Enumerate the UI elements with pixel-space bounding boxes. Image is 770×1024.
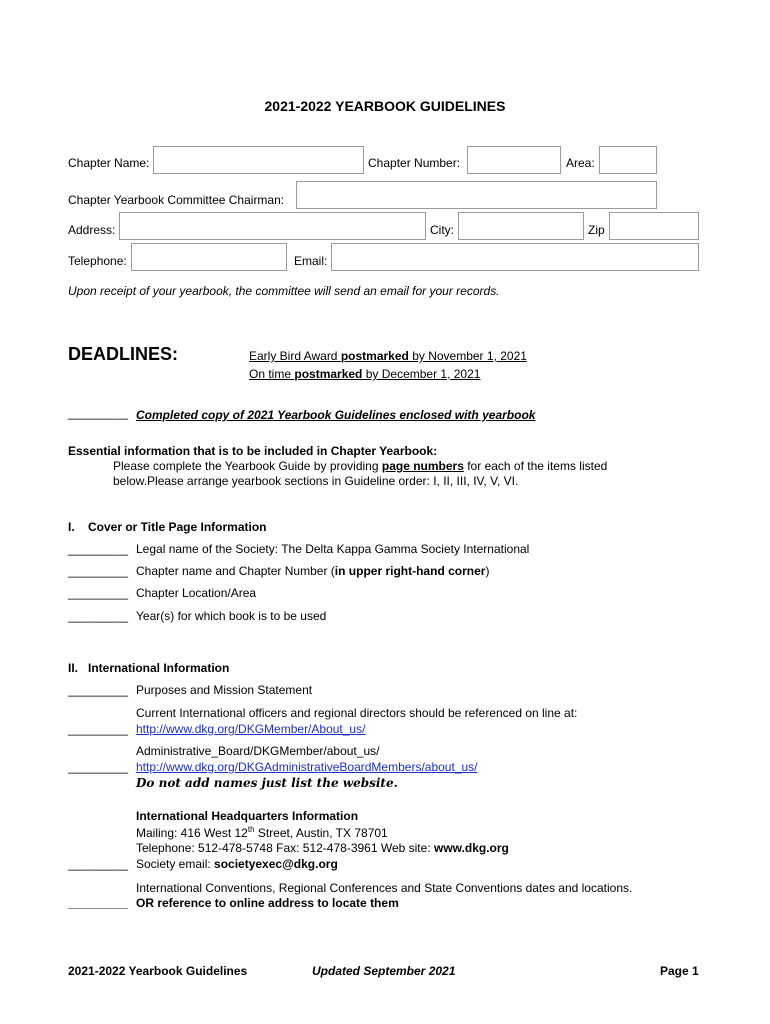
conv-line2: OR reference to online address to locate them bbox=[136, 896, 399, 910]
hq-email-pre: Society email: bbox=[136, 857, 215, 871]
footer-center: Updated September 2021 bbox=[312, 964, 456, 978]
footer-page-number: Page 1 bbox=[660, 964, 699, 978]
section1-heading: I. Cover or Title Page Information bbox=[68, 520, 267, 534]
zip-field[interactable] bbox=[609, 212, 699, 240]
essential-line1-pre: Please complete the Yearbook Guide by providing bbox=[113, 459, 382, 473]
section1-item3-blank[interactable]: _________ bbox=[68, 586, 129, 600]
section1-item2-blank[interactable]: _________ bbox=[68, 564, 129, 578]
early-bird-deadline bbox=[249, 349, 527, 363]
section2-item3-blank[interactable]: _________ bbox=[68, 760, 129, 774]
section2-item1-blank[interactable]: _________ bbox=[68, 683, 129, 697]
city-field[interactable] bbox=[458, 212, 584, 240]
essential-heading: Essential information that is to be included in Chapter Yearbook: bbox=[68, 444, 438, 458]
hq-phone-pre: Telephone: 512-478-5748 Fax: 512-478-3961 Web site: bbox=[136, 841, 434, 855]
chairman-label: Chapter Yearbook Committee Chairman: bbox=[68, 193, 285, 207]
essential-line2: below.Please arrange yearbook sections in Guideline order: I, II, III, IV, V, VI. bbox=[113, 474, 519, 488]
chapter-number-field[interactable] bbox=[467, 146, 561, 174]
section1-item4-blank[interactable]: _________ bbox=[68, 609, 129, 623]
section1-item3: Chapter Location/Area bbox=[136, 586, 257, 600]
receipt-note: Upon receipt of your yearbook, the committee will send an email for your records. bbox=[68, 284, 500, 298]
early-bird-pre: Early Bird Award bbox=[249, 349, 341, 363]
page-title: 2021-2022 YEARBOOK GUIDELINES bbox=[264, 98, 506, 114]
zip-label: Zip bbox=[588, 223, 605, 237]
hq-mailing-pre: Mailing: 416 West 12 bbox=[136, 826, 248, 840]
section2-item3-line1: Administrative_Board/DKGMember/about_us/ bbox=[136, 744, 380, 758]
address-label: Address: bbox=[68, 223, 116, 237]
city-label: City: bbox=[430, 223, 454, 237]
telephone-field[interactable] bbox=[131, 243, 287, 271]
section2-item3-note: Do not add names just list the website. bbox=[136, 776, 398, 790]
conv-blank[interactable]: _________ bbox=[68, 896, 129, 910]
essential-line1-bold: page numbers bbox=[381, 459, 464, 473]
section2-item2-blank[interactable]: _________ bbox=[68, 722, 129, 736]
essential-line1 bbox=[113, 459, 607, 473]
conv-line1: International Conventions, Regional Conferences and State Conventions dates and locations. bbox=[136, 881, 633, 895]
area-label: Area: bbox=[566, 156, 595, 170]
telephone-label: Telephone: bbox=[68, 254, 127, 268]
section2-item3-link[interactable]: http://www.dkg.org/DKGAdministrativeBoardMembers/about_us/ bbox=[136, 760, 478, 774]
chairman-field[interactable] bbox=[296, 181, 657, 209]
section1-item2-pre: Chapter name and Chapter Number ( bbox=[136, 564, 335, 578]
hq-mailing bbox=[136, 825, 388, 840]
hq-mailing-post: Street, Austin, TX 78701 bbox=[254, 826, 388, 840]
section1-item1-blank[interactable]: _________ bbox=[68, 542, 129, 556]
hq-mailing-sup: th bbox=[247, 825, 255, 834]
email-label: Email: bbox=[294, 254, 328, 268]
section1-item2 bbox=[136, 564, 489, 578]
chapter-name-field[interactable] bbox=[153, 146, 364, 174]
footer-left: 2021-2022 Yearbook Guidelines bbox=[68, 964, 248, 978]
ontime-bold: postmarked bbox=[294, 367, 363, 381]
essential-line1-post: for each of the items listed bbox=[463, 459, 608, 473]
hq-email-value: societyexec@dkg.org bbox=[214, 857, 338, 871]
early-bird-post: by November 1, 2021 bbox=[408, 349, 527, 363]
ontime-post: by December 1, 2021 bbox=[362, 367, 481, 381]
email-field[interactable] bbox=[331, 243, 699, 271]
completed-copy-text: Completed copy of 2021 Yearbook Guidelines enclosed with yearbook bbox=[136, 408, 536, 422]
section2-item1: Purposes and Mission Statement bbox=[136, 683, 313, 697]
deadlines-heading: DEADLINES: bbox=[68, 344, 179, 364]
section1-item4: Year(s) for which book is to be used bbox=[136, 609, 327, 623]
early-bird-bold: postmarked bbox=[340, 349, 409, 363]
ontime-pre: On time bbox=[249, 367, 295, 381]
section1-item2-bold: in upper right-hand corner bbox=[334, 564, 486, 578]
section2-item2-line1: Current International officers and regional directors should be referenced on line at: bbox=[136, 706, 578, 720]
hq-heading: International Headquarters Information bbox=[136, 809, 359, 823]
chapter-name-label: Chapter Name: bbox=[68, 156, 150, 170]
section2-heading: II. International Information bbox=[68, 661, 230, 675]
hq-blank[interactable]: _________ bbox=[68, 857, 129, 871]
ontime-deadline bbox=[249, 367, 480, 381]
hq-phone bbox=[136, 841, 509, 855]
hq-email bbox=[136, 857, 338, 871]
hq-website: www.dkg.org bbox=[433, 841, 509, 855]
chapter-number-label: Chapter Number: bbox=[368, 156, 461, 170]
address-field[interactable] bbox=[119, 212, 426, 240]
section2-item2-link[interactable]: http://www.dkg.org/DKGMember/About_us/ bbox=[136, 722, 366, 736]
section1-item1: Legal name of the Society: The Delta Kappa Gamma Society International bbox=[136, 542, 530, 556]
section1-item2-post: ) bbox=[485, 564, 490, 578]
completed-copy-blank[interactable]: _________ bbox=[68, 406, 129, 420]
area-field[interactable] bbox=[599, 146, 657, 174]
